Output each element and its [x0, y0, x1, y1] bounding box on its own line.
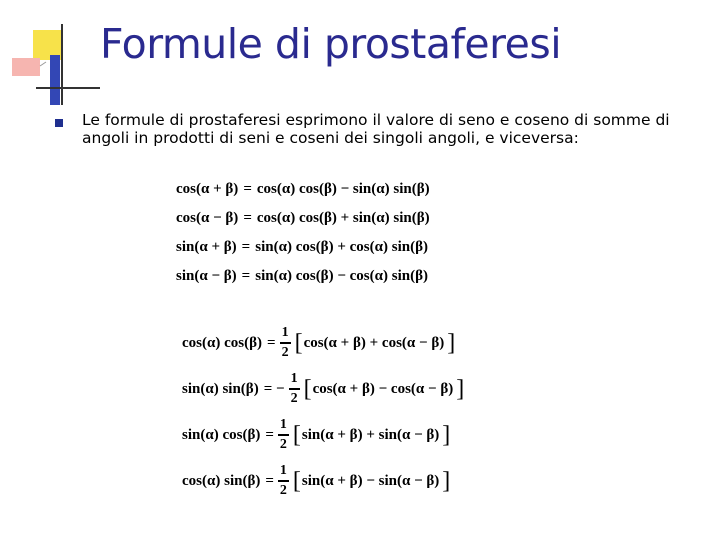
bullet-text: Le formule di prostaferesi esprimono il valore di seno e coseno di somme di angoli in prodotti di seni e coseni dei singoli angoli, e viceversa:: [82, 111, 670, 147]
formula-rhs: cos(α) cos(β) − sin(α) sin(β): [256, 180, 430, 197]
product-formula-row: [182, 325, 456, 360]
fraction-numerator: 1: [281, 325, 289, 340]
slide-logo-icon: [0, 0, 100, 110]
product-formula-row: [182, 463, 451, 498]
fraction-denominator: 2: [280, 342, 291, 361]
formula-lhs: sin(α − β): [176, 267, 237, 284]
fraction-numerator: 1: [290, 371, 298, 386]
formula-lhs: cos(α + β): [176, 180, 239, 197]
logo-tick: [40, 62, 46, 66]
sum-formula-row: [176, 178, 430, 200]
logo-blue-bar: [50, 55, 60, 105]
right-bracket: ]: [456, 375, 465, 402]
fraction-numerator: 1: [279, 417, 287, 432]
fraction: [280, 325, 291, 361]
product-formula-row: [182, 417, 451, 452]
left-bracket: [: [292, 467, 301, 494]
right-bracket: ]: [442, 421, 451, 448]
formula-rhs: sin(α) cos(β) − cos(α) sin(β): [255, 267, 428, 284]
formula-lhs: sin(α) sin(β): [182, 380, 259, 397]
formula-lhs: cos(α − β): [176, 209, 239, 226]
formula-lhs: cos(α) sin(β): [182, 472, 261, 489]
left-bracket: [: [294, 329, 303, 356]
left-bracket: [: [292, 421, 301, 448]
equals-sign: =: [265, 426, 274, 443]
formula-inner: cos(α + β) − cos(α − β): [312, 380, 454, 397]
equals-sign: =: [241, 238, 251, 255]
slide-title: Formule di prostaferesi: [100, 20, 562, 68]
formula-lhs: cos(α) cos(β): [182, 334, 262, 351]
right-bracket: ]: [442, 467, 451, 494]
fraction: [289, 371, 300, 407]
product-formula-row: [182, 371, 465, 406]
equals-sign: =: [241, 267, 251, 284]
fraction: [278, 463, 289, 499]
fraction-denominator: 2: [289, 388, 300, 407]
fraction-denominator: 2: [278, 480, 289, 499]
equals-sign: = −: [263, 380, 285, 397]
sum-formula-row: [176, 236, 428, 258]
formula-inner: cos(α + β) + cos(α − β): [303, 334, 445, 351]
fraction-denominator: 2: [278, 434, 289, 453]
formula-lhs: sin(α) cos(β): [182, 426, 261, 443]
right-bracket: ]: [447, 329, 456, 356]
equals-sign: =: [265, 472, 274, 489]
formula-lhs: sin(α + β): [176, 238, 237, 255]
formula-inner: sin(α + β) + sin(α − β): [301, 426, 440, 443]
fraction-numerator: 1: [279, 463, 287, 478]
logo-pink-block: [12, 58, 40, 76]
left-bracket: [: [303, 375, 312, 402]
equals-sign: =: [243, 180, 252, 197]
equals-sign: =: [243, 209, 252, 226]
formula-rhs: cos(α) cos(β) + sin(α) sin(β): [256, 209, 430, 226]
formula-inner: sin(α + β) − sin(α − β): [301, 472, 440, 489]
formula-rhs: sin(α) cos(β) + cos(α) sin(β): [255, 238, 428, 255]
sum-formula-row: [176, 265, 428, 287]
sum-formula-row: [176, 207, 430, 229]
bullet-square-icon: [55, 119, 63, 127]
equals-sign: =: [267, 334, 276, 351]
fraction: [278, 417, 289, 453]
